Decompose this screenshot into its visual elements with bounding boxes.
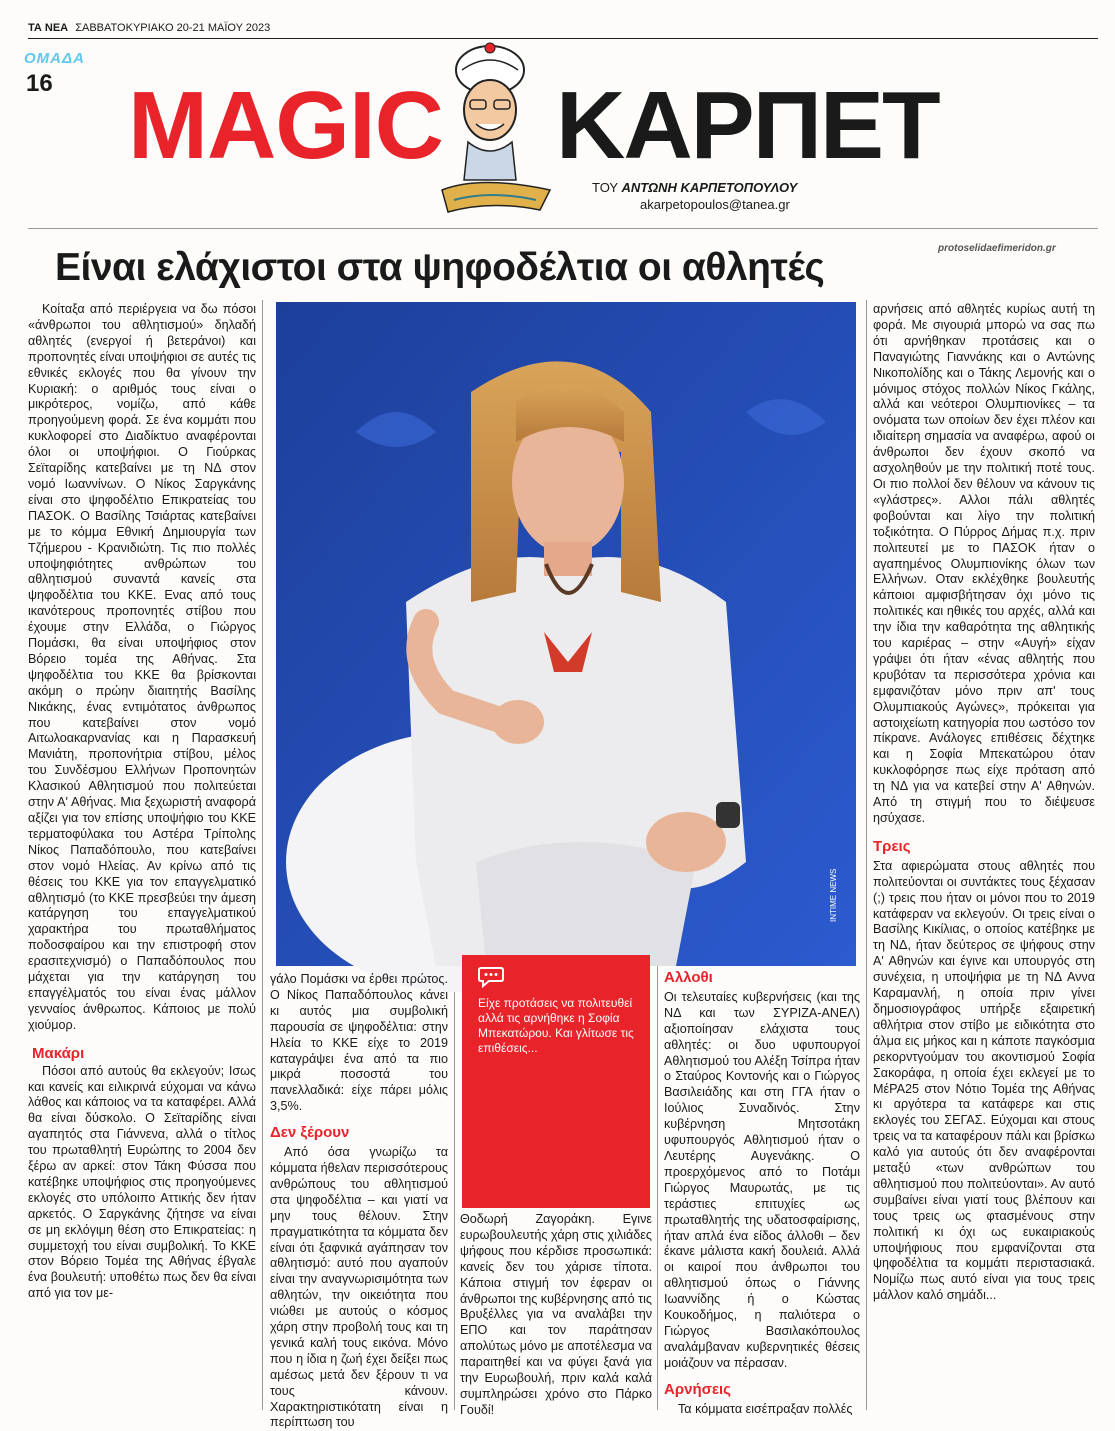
photo-credit: INTIME NEWS (829, 868, 838, 922)
subheading: Τρεις (873, 837, 911, 855)
author-caricature (440, 40, 552, 222)
subheading: Αλλοθι (664, 969, 713, 986)
paragraph: Από όσα γνωρίζω τα κόμματα ήθελαν περισσότερους ανθρώπους του αθλητισμού στα ψηφοδέλτια – και γιατί να μην τους θέλουν. Στην πραγματικότητα τα κόμματα δεν είναι ότι ξαφνικά αγάπησαν τον αθλητισμό: αυτό που αγαπούν είναι την αναγνωρισιμότητα των αθλητών, την οικειότητα που νιώθει με αυτούς ο κόσμος χάρη στην προβολή τους και τη γενικά καλή τους εικόνα. Μόνο που η ίδια η ζωή έχει δείξει πως αμέσως μετά δεν ξέρουν τι να τους κάνουν. Χαρακτηριστικότατη είναι η περίπτωση του (270, 1145, 448, 1430)
paragraph: Οι τελευταίες κυβερνήσεις (και της ΝΔ και των ΣΥΡΙΖΑ-ΑΝΕΛ) αξιοποίησαν ελάχιστα τους αθλητές: οι δυο υφυπουργοί Αθλητισμού του Αλέξη Τσίπρα ήταν ο Σταύρος Κοντονής και ο Γιώργος Βασιλειάδης και στη ΓΓΑ ήταν ο Ιούλιος Συναδινός. Στην κυβέρνηση Μητσοτάκη υφυπουργός Αθλητισμού ήταν ο Λευτέρης Αυγενάκης. Ο προερχόμενος από το Ποτάμι Γιώργος Μαυρωτάς, με τις τεράστιες επιτυχίες ως πρωταθλητής της υδατοσφαίρισης, ήταν απλά ένα είδος άλλοθι – δεν έκανε μάλιστα κακή δουλειά. Αλλά οι καιροί που άνθρωποι του αθλητισμού όπως ο Γιάννης Ιωαννίδης ή ο Κώστας Κουκοδήμος, η παλιότερα ο Γιώργος Βασιλακόπουλος αναλάμβαναν κυβερνητικές θέσεις μοιάζουν να πέρασαν. (664, 989, 860, 1370)
subheading: Αρνήσεις (664, 1380, 731, 1398)
section-label: ΟΜΑΔΑ (24, 50, 85, 67)
site-watermark: protoselidaefimeridon.gr (938, 243, 1056, 254)
byline (592, 180, 797, 195)
article-column-4 (664, 969, 860, 1416)
paragraph: Στα αφιερώματα στους αθλητές που πολιτεύονται οι συντάκτες τους ξέχασαν (;) τρεις που ήταν οι μόνοι που το 2019 κατάφεραν να εκλεγούν. Οι τρεις είναι ο Βασίλης Κικίλιας, ο οποίος κατέβηκε με τη ΝΔ, ήταν δεύτερος σε ψήφους στην Α' Αθηνών και έγινε και υπουργός στη συνέχεια, η υποψήφια με τη ΝΔ Αννα Καραμανλή, η οποία πριν γίνει δημοσιογράφος υπήρξε εξαιρετική αθλήτρια στον στίβο με ειδικότητα στο άλμα εις μήκος και η κάποτε παγκόσμια ρεκορντγούμαν του ακοντισμού Σοφία Σακοράφα, η οποία έχει εκλεγεί με το ΜέΡΑ25 στον Νότιο Τομέα της Αθήνας κι αργότερα τα κατάφερε και στις εκλογές του ΣΕΓΑΣ. Εύχομαι και στους τρεις να τα καταφέρουν πάλι και βρίσκω καλό για αυτούς ότι δεν αναφέρονται μεταξύ «των ανθρώπων του αθλητισμού που πολιτεύονται». Αν αυτό συμβαίνει είναι γιατί τους βλέπουν και τους τρεις ως φτασμένους στην πολιτική κι όχι ως ευκαιριακούς υποψήφιους που εμφανίζονται στα ψηφοδέλτια τα κομμάτι περιστασιακά. Νομίζω πως αυτό είναι για τους τρεις μάλλον καλό σημάδι... (873, 858, 1095, 1303)
article-column-2 (270, 972, 448, 1430)
column-divider (454, 966, 455, 1410)
article-column-5 (873, 302, 1095, 1402)
author-name: ΑΝΤΩΝΗ ΚΑΡΠΕΤΟΠΟΥΛΟΥ (621, 180, 798, 195)
subheading: Δεν ξέρουν (270, 1124, 350, 1142)
paragraph: Θοδωρή Ζαγοράκη. Εγινε ευρωβουλευτής χάρη στις χιλιάδες ψήφους που κέρδισε προσωπικά: κανείς δεν του χάρισε τίποτα. Κάποια στιγμή τον έφεραν οι άνθρωποι της κυβέρνησης από τις Βρυξέλλες για να αναλάβει την ΕΠΟ και τον παράτησαν απολύτως μόνο με αποτέλεσμα να παραιτηθεί και να φύγει ξανά για την Ευρωβουλή, πριν καλά καλά συμπληρώσει χρόνο στο Πάρκο Γουδί! (460, 1212, 652, 1417)
photo-illustration (276, 302, 856, 966)
column-divider (262, 300, 263, 1410)
byline-prefix: ΤΟΥ (592, 180, 618, 195)
speech-bubble-icon (478, 966, 504, 988)
article-photo (276, 302, 856, 966)
column-title-karpet: ΚΑΡΠΕΤ (556, 72, 939, 179)
pullquote-box (462, 955, 650, 1208)
column-divider (657, 966, 658, 1410)
article-headline: Είναι ελάχιστοι στα ψηφοδέλτια οι αθλητές (55, 246, 825, 289)
paper-name: ΤΑ ΝΕΑ (28, 22, 69, 34)
issue-date: ΣΑΒΒΑΤΟΚΥΡΙΑΚΟ 20-21 ΜΑΪΟΥ 2023 (75, 22, 271, 34)
top-rule (28, 38, 1098, 39)
paragraph: αρνήσεις από αθλητές κυρίως αυτή τη φορά. Με σιγουριά μπορώ να σας πω ότι αρνήθηκαν προτάσεις και ο Παναγιώτης Γιαννάκης και ο Αντώνης Νικοπολίδης και ο Τάκης Λεμονής και ο μόνιμος στόχος πολλών Νίκος Γκάλης, αλλά και νεότεροι Ολυμπιονίκες – τα ονόματα των οποίων δεν έχει πλέον και ιδιαίτερη σημασία να αναφέρω, αφού οι άνθρωποι δεν έχουν σκοπό να ασχοληθούν με την πολιτική ποτέ τους. Οι πιο πολλοί δεν θέλουν να κάνουν τις «γλάστρες». Αλλοι πάλι αθλητές φοβούνται και λίγο την πολιτική τοξικότητα. Ο Πύρρος Δήμας π.χ. πριν πολιτευτεί με το ΠΑΣΟΚ ήταν ο αγαπημένος Ολυμπιονίκης όλων των Ελλήνων. Οταν εκλέχθηκε βουλευτής κάποιοι αμφισβήτησαν όχι μόνο τις πολιτικές και ηθικές του αρχές, αλλά και την ίδια την καθαρότητα της αθλητικής του καριέρας – στην «Αυγή» είχαν γράψει ότι ήταν «ένας αθλητής που κρυβόταν τα περισσότερα χρόνια και εμφανιζόταν μόνο πριν απ' τους Ολυμπιακούς Αγώνες», πρόκειται για αστοιχείωτη κατηγορία που ωστόσο τον πίκρανε. Ανάλογες επιθέσεις δέχτηκε και η Σοφία Μπεκατώρου όταν κυκλοφόρησε πως είχε πρόταση από τη ΝΔ για να κατεβεί στην Α' Αθηνών. Από τη στιγμή που το διέψευσε ησύχασε. (873, 302, 1095, 825)
column-title-magic: MAGIC (128, 72, 443, 179)
masthead-bar (28, 22, 270, 34)
article-column-3 (460, 1212, 652, 1417)
column-divider (866, 300, 867, 1410)
article-column-1 (28, 302, 256, 1402)
page-number: 16 (26, 70, 53, 97)
subheading: Μακάρι (32, 1044, 85, 1062)
author-email[interactable]: akarpetopoulos@tanea.gr (640, 197, 790, 212)
paragraph: Τα κόμματα εισέπραξαν πολλές (678, 1401, 853, 1416)
paragraph: Πόσοι από αυτούς θα εκλεγούν; Ισως και κανείς και ειλικρινά εύχομαι να κάνω λάθος και κάποιος να τα καταφέρει. Αλλά θα είναι δύσκολο. Ο Σεϊταρίδης είναι αγαπητός στα Γιάννενα, αλλά ο τίτλος του πρωταθλητή Ευρώπης το 2004 δεν ξέρω αν αρκεί: στον Τάκη Φύσσα που κατέβηκε υποψήφιος στις προηγούμενες εκλογές στο υπόλοιπο Αττικής δεν ήταν αρκετός. Ο Σαργκάνης ζήτησε να είναι σε μη εκλόγιμη θέση στο Επικρατείας: η συμμετοχή του είναι συμβολική. Το ΚΚΕ στον Βόρειο Τομέα της Αθήνας έβγαλε ένα βουλευτή: υποθέτω πως δεν θα είναι από για τον με- (28, 1063, 256, 1301)
paragraph: Κοίταξα από περιέργεια να δω πόσοι «άνθρωποι του αθλητισμού» δηλαδή αθλητές (ενεργοί ή βετεράνοι) και προπονητές είναι υποψήφιοι σε αυτές τις εθνικές εκλογές που θα γίνουν την Κυριακή: ο αριθμός τους είναι ο μικρότερος, νομίζω, από κάθε προηγούμενη φορά. Σε ένα κομμάτι που κυκλοφορεί στο Διαδίκτυο αναφέρονται όλοι οι υποψήφιοι. Ο Γιούρκας Σεϊταρίδης κατεβαίνει με τη ΝΔ στον νομό Ιωαννίνων. Ο Νίκος Σαργκάνης είναι στο ψηφοδέλτιο Επικρατείας του ΠΑΣΟΚ. Ο Βασίλης Τσιάρτας κατεβαίνει με το κόμμα Εθνική Δημιουργία των Τζήμερου - Κρανιδιώτη. Τις πιο πολλές υποψηφιότητες ανθρώπων του αθλητισμού συναντά κανείς στα ψηφοδέλτια του ΚΚΕ. Ενας από τους ικανότερους προπονητές στίβου που έχουμε στην Ελλάδα, ο Γιώργος Πομάσκι, θα είναι υποψήφιος στον Βόρειο τομέα της Αθήνας. Στα ψηφοδέλτια του ΚΚΕ θα βρίσκονται ακόμη ο πρώην διαιτητής Βασίλης Νικάκης, ένας εντιμότατος άνθρωπος που κατεβαίνει στον νομό Αιτωλοακαρνανίας και η Παρασκευή Μανιάτη, προπονήτρια στίβου, μέλος του Συνδέσμου Ελλήνων Προπονητών Κλασικού Αθλητισμού που πολιτεύεται στην Α' Αθήνας. Μια ξεχωριστή αναφορά αξίζει για τον επίσης υποψήφιο του ΚΚΕ τερματοφύλακα του Αστέρα Τρίπολης Νίκος Παπαδόπουλο, που κατεβαίνει στον νομό Ηλείας. Αν κρίνω από τις θέσεις του ΚΚΕ για τον επαγγελματικό αθλητισμό (το ΚΚΕ πρεσβεύει την άμεση κατάργηση του επαγγελματικού χαρακτήρα του πρωταθλήματος ποδοσφαίρου και την επιστροφή στον ερασιτεχνισμό) ο Παπαδόπουλος που μάχεται για την κατάργηση του επαγγέλματός του είναι ένας μάλλον γενναίος άνθρωπος. Κάποιος με πολύ χιούμορ. (28, 302, 256, 1032)
paragraph: γάλο Πομάσκι να έρθει πρώτος. Ο Νίκος Παπαδόπουλος κάνει κι αυτός μια συμβολική παρουσία σε ψηφοδέλτια: στην Ηλεία το ΚΚΕ είχε το 2019 καταγράψει ένα από τα πιο μικρά ποσοστά του πανελλαδικά: είχε πάρει μόλις 3,5%. (270, 972, 448, 1114)
header-rule (28, 228, 1098, 229)
pullquote-text: Είχε προτάσεις να πολιτευθεί αλλά τις αρνήθηκε η Σοφία Μπεκατώρου. Και γλίτωσε τις επιθέσεις... (478, 996, 634, 1055)
